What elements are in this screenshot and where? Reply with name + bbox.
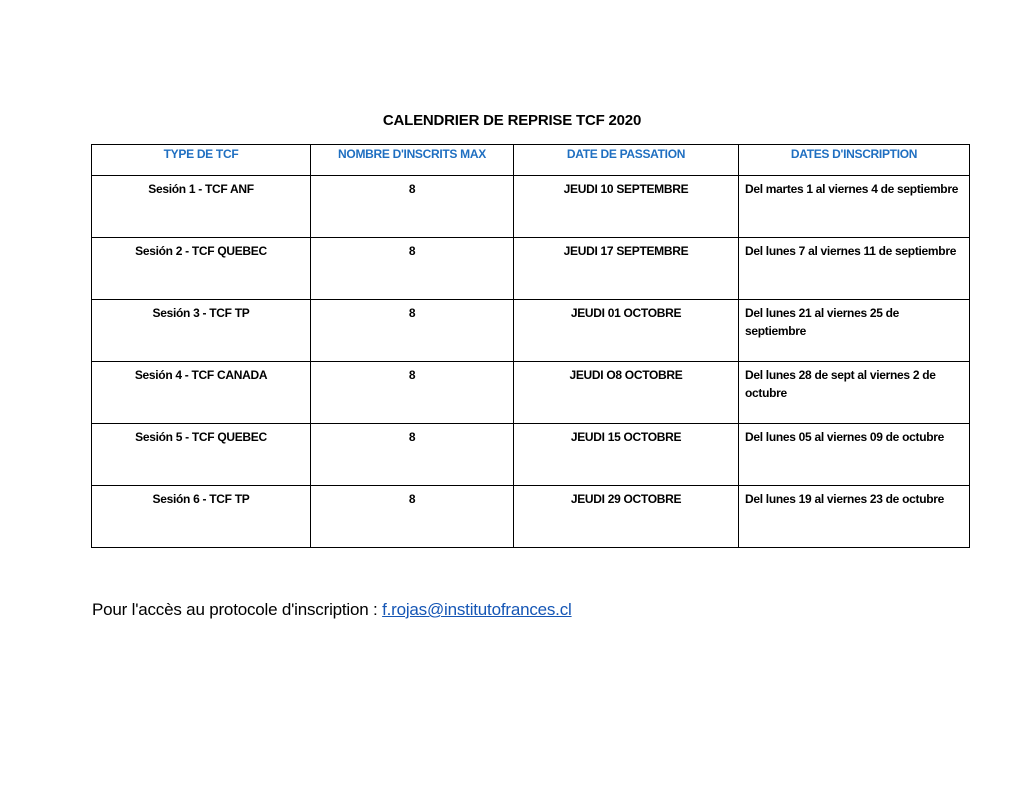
registration-dates-cell: Del lunes 7 al viernes 11 de septiembre bbox=[739, 238, 970, 300]
column-header-type: TYPE DE TCF bbox=[92, 145, 311, 176]
table-row bbox=[92, 238, 970, 300]
session-type-cell: Sesión 5 - TCF QUEBEC bbox=[92, 424, 311, 486]
registration-dates-cell: Del lunes 28 de sept al viernes 2 de octubre bbox=[739, 362, 970, 424]
table-header-row bbox=[92, 145, 970, 176]
exam-date-cell: JEUDI 17 SEPTEMBRE bbox=[514, 238, 739, 300]
table-row bbox=[92, 176, 970, 238]
max-registrations-cell: 8 bbox=[311, 238, 514, 300]
exam-date-cell: JEUDI 29 OCTOBRE bbox=[514, 486, 739, 548]
registration-protocol-note bbox=[92, 600, 572, 620]
table-row bbox=[92, 424, 970, 486]
contact-email-link[interactable]: f.rojas@institutofrances.cl bbox=[382, 600, 572, 619]
exam-date-cell: JEUDI 10 SEPTEMBRE bbox=[514, 176, 739, 238]
registration-dates-cell: Del martes 1 al viernes 4 de septiembre bbox=[739, 176, 970, 238]
exam-date-cell: JEUDI 15 OCTOBRE bbox=[514, 424, 739, 486]
session-type-cell: Sesión 2 - TCF QUEBEC bbox=[92, 238, 311, 300]
registration-dates-cell: Del lunes 05 al viernes 09 de octubre bbox=[739, 424, 970, 486]
column-header-max-registrations: NOMBRE D'INSCRITS MAX bbox=[311, 145, 514, 176]
max-registrations-cell: 8 bbox=[311, 176, 514, 238]
document-title: CALENDRIER DE REPRISE TCF 2020 bbox=[382, 112, 642, 129]
exam-date-cell: JEUDI O8 OCTOBRE bbox=[514, 362, 739, 424]
schedule-table bbox=[91, 144, 970, 548]
footer-text: Pour l'accès au protocole d'inscription : bbox=[92, 600, 383, 619]
column-header-exam-date: DATE DE PASSATION bbox=[514, 145, 739, 176]
max-registrations-cell: 8 bbox=[311, 486, 514, 548]
registration-dates-cell: Del lunes 19 al viernes 23 de octubre bbox=[739, 486, 970, 548]
table-row bbox=[92, 300, 970, 362]
session-type-cell: Sesión 4 - TCF CANADA bbox=[92, 362, 311, 424]
session-type-cell: Sesión 3 - TCF TP bbox=[92, 300, 311, 362]
table-row bbox=[92, 486, 970, 548]
exam-date-cell: JEUDI 01 OCTOBRE bbox=[514, 300, 739, 362]
registration-dates-cell: Del lunes 21 al viernes 25 de septiembre bbox=[739, 300, 970, 362]
max-registrations-cell: 8 bbox=[311, 424, 514, 486]
table-row bbox=[92, 362, 970, 424]
column-header-registration-dates: DATES D'INSCRIPTION bbox=[739, 145, 970, 176]
max-registrations-cell: 8 bbox=[311, 362, 514, 424]
session-type-cell: Sesión 1 - TCF ANF bbox=[92, 176, 311, 238]
session-type-cell: Sesión 6 - TCF TP bbox=[92, 486, 311, 548]
max-registrations-cell: 8 bbox=[311, 300, 514, 362]
